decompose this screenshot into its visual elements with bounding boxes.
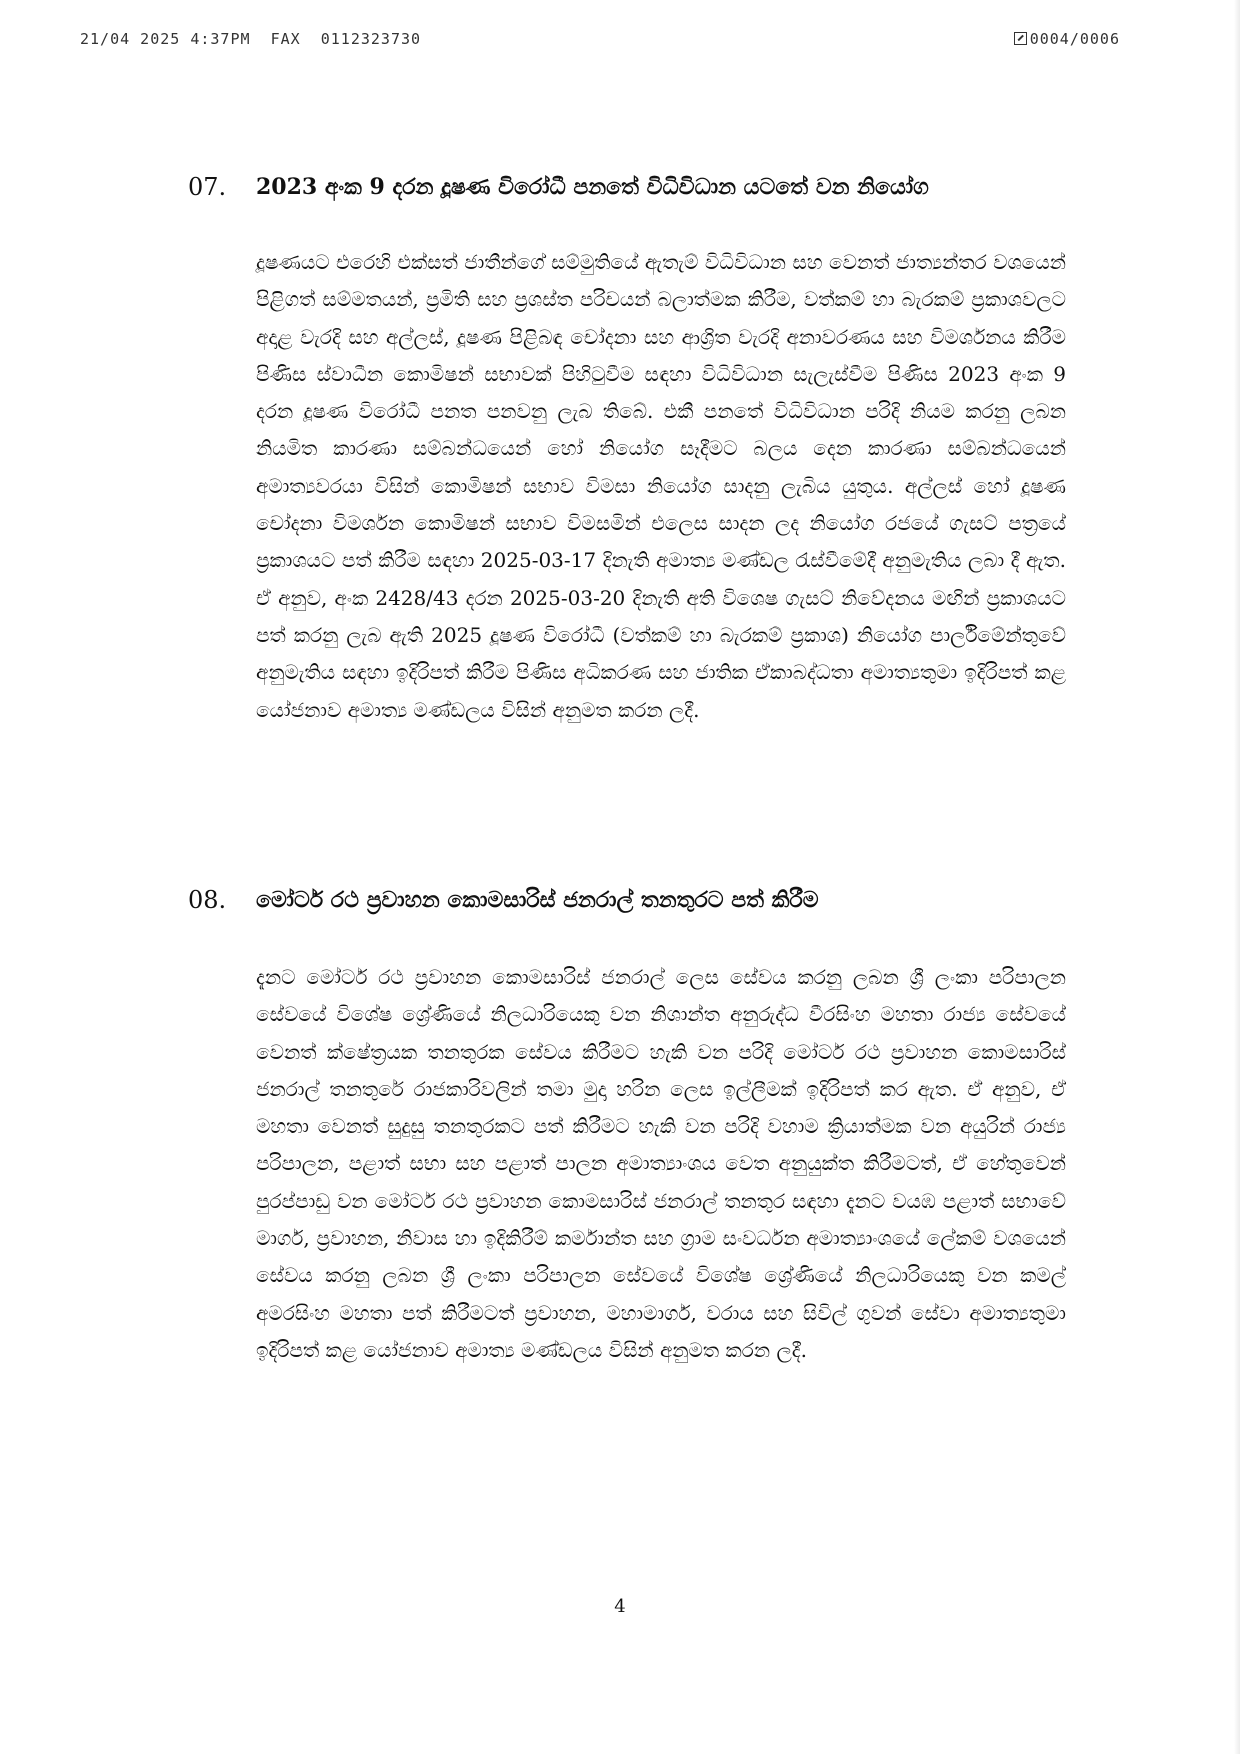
section-title: 2023 අංක 9 දරන දූෂණ විරෝධී පනතේ විධිවිධාන යටතේ වන නියෝග — [256, 174, 929, 200]
scan-edge-shadow — [1234, 0, 1240, 1754]
page-number: 4 — [614, 1596, 626, 1617]
fax-header — [80, 30, 1120, 54]
section-number: 08. — [188, 886, 227, 914]
section-body-paragraph: දූෂණයට එරෙහි එක්සත් ජාතීන්ගේ සම්මුතියේ ඇතැම් විධිවිධාන සහ වෙනත් ජාත්‍යන්තර වශයෙන් පිළිගත් සම්මතයන්, ප්‍රමිති සහ ප්‍රශස්ත පරිචයන් බලාත්මක කිරීම, වත්කම් හා බැරකම් ප්‍රකාශවලට අදාළ වැරදි සහ අල්ලස්, දූෂණ පිළිබඳ චෝදනා සහ ආශ්‍රිත වැරදි අනාවරණය සහ විමර්ශනය කිරීම පිණිස ස්වාධීන කොමිෂන් සභාවක් පිහිටුවීම සඳහා විධිවිධාන සැලැස්වීම පිණිස 2023 අංක 9 දරන දූෂණ විරෝධී පනත පනවනු ලැබ තිබේ. එකී පනතේ විධිවිධාන පරිදි නියම කරනු ලබන නියමිත කාරණා සම්බන්ධයෙන් හෝ නියෝග සෑදීමට බලය දෙන කාරණා සම්බන්ධයෙන් අමාත්‍යවරයා විසින් කොමිෂන් සභාව විමසා නියෝග සාදනු ලැබිය යුතුය. අල්ලස් හෝ දූෂණ චෝදනා විමර්ශන කොමිෂන් සභාව විමසමින් එලෙස සාදන ලද නියෝග රජයේ ගැසට් පත්‍රයේ ප්‍රකාශයට පත් කිරීම සඳහා 2025-03-17 දිනැති අමාත්‍ය මණ්ඩල රැස්වීමේදී අනුමැතිය ලබා දී ඇත. ඒ අනුව, අංක 2428/43 දරන 2025-03-20 දිනැති අති විශෙෂ ගැසට් නිවේදනය මඟින් ප්‍රකාශයට පත් කරනු ලැබ ඇති 2025 දූෂණ විරෝධී (වත්කම් හා බැරකම් ප්‍රකාශ) නියෝග පාර්ලිමේන්තුවේ අනුමැතිය සඳහා ඉදිරිපත් කිරීම පිණිස අධිකරණ සහ ජාතික ඒකාබද්ධතා අමාත්‍යතුමා ඉදිරිපත් කළ යෝජනාව අමාත්‍ය මණ්ඩලය විසින් අනුමත කරන ලදී. — [256, 250, 1066, 722]
fax-page-icon — [1014, 32, 1027, 45]
section-number: 07. — [188, 173, 227, 201]
section-body-paragraph: දැනට මෝටර් රථ ප්‍රවාහන කොමසාරිස් ජනරාල් ලෙස සේවය කරනු ලබන ශ්‍රී ලංකා පරිපාලන සේවයේ විශේෂ ශ්‍රේණියේ නිලධාරියෙකු වන නිශාන්ත අනුරුද්ධ වීරසිංහ මහතා රාජ්‍ය සේවයේ වෙනත් ක්ෂේත්‍රයක තනතුරක සේවය කිරීමට හැකි වන පරිදි මෝටර් රථ ප්‍රවාහන කොමසාරිස් ජනරාල් තනතුරේ රාජකාරිවලින් තමා මුදා හරින ලෙස ඉල්ලීමක් ඉදිරිපත් කර ඇත. ඒ අනුව, ඒ මහතා වෙනත් සුදුසු තනතුරකට පත් කිරීමට හැකි වන පරිදි වහාම ක්‍රියාත්මක වන අයුරින් රාජ්‍ය පරිපාලන, පළාත් සභා සහ පළාත් පාලන අමාත්‍යාංශය වෙත අනුයුක්ත කිරීමටත්, ඒ හේතුවෙන් පුරප්පාඩු වන මෝටර් රථ ප්‍රවාහන කොමසාරිස් ජනරාල් තනතුර සඳහා දැනට වයඹ පළාත් සභාවේ මාර්ග, ප්‍රවාහන, නිවාස හා ඉදිකිරීම් කර්මාන්ත සහ ග්‍රාම සංවර්ධන අමාත්‍යාංශයේ ලේකම් වශයෙන් සේවය කරනු ලබන ශ්‍රී ලංකා පරිපාලන සේවයේ විශේෂ ශ්‍රේණියේ නිලධාරියෙකු වන කමල් අමරසිංහ මහතා පත් කිරීමටත් ප්‍රවාහන, මහාමාර්ග, වරාය සහ සිවිල් ගුවන් සේවා අමාත්‍යතුමා ඉදිරිපත් කළ යෝජනාව අමාත්‍ය මණ්ඩලය විසින් අනුමත කරන ලදී. — [256, 965, 1066, 1362]
fax-transmission-info: 21/04 2025 4:37PM FAX 0112323730 — [80, 30, 422, 48]
fax-page-count-text: 0004/0006 — [1029, 30, 1120, 48]
fax-page-counter — [1014, 30, 1120, 48]
section-title: මෝටර් රථ ප්‍රවාහන කොමසාරිස් ජනරාල් තනතුරට පත් කිරීම — [256, 887, 819, 913]
